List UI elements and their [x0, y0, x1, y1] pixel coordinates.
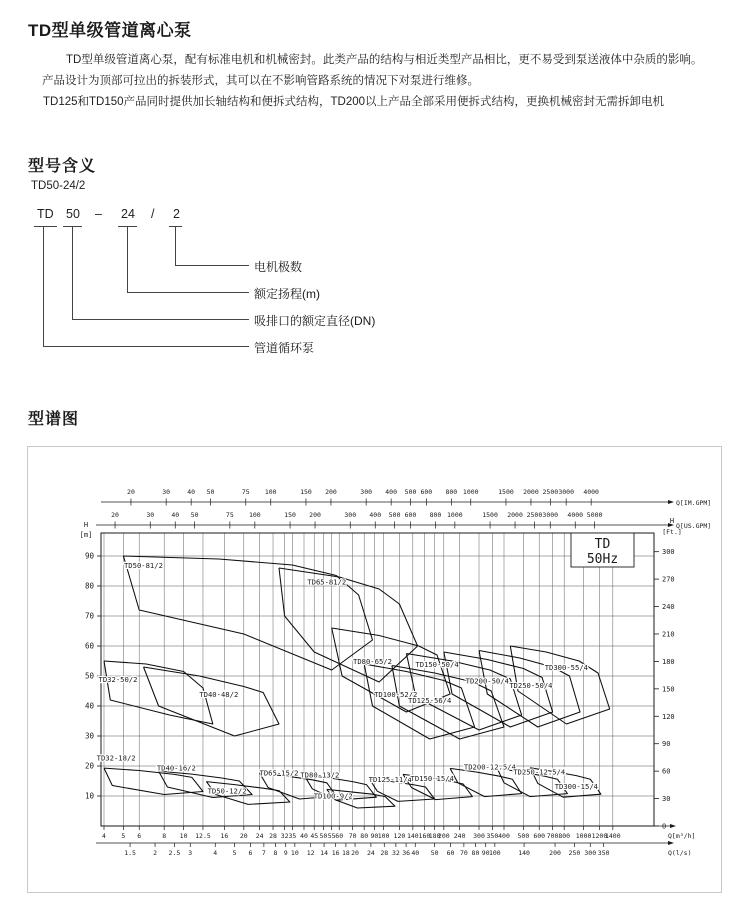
pump-label-TD150-50/4: TD150-50/4 — [415, 660, 459, 669]
connector-line — [72, 226, 73, 319]
grid-horizontal — [98, 556, 654, 796]
axis-title: [Ft.] — [662, 528, 682, 536]
pump-label-TD50-12/2: TD50-12/2 — [207, 786, 247, 796]
axis-tick-label: 160 — [418, 832, 431, 840]
axis-tick-label: 70 — [84, 611, 94, 621]
model-token-slash: / — [151, 207, 155, 221]
axis-tick-label: 32 — [391, 849, 400, 857]
axis-tick-label: 100 — [264, 488, 277, 496]
legend-rated-head: 额定扬程(m) — [254, 287, 320, 301]
axis-tick-label: 90 — [370, 832, 379, 840]
axis-tick-label: 24 — [366, 849, 375, 857]
pump-label-TD80-65/2: TD80-65/2 — [353, 657, 392, 666]
pump-envelope-TD65-81/2 — [279, 568, 418, 682]
axis-title: H — [83, 521, 89, 529]
axis-tick-label: 1200 — [591, 832, 608, 840]
axis-tick-label: 75 — [225, 511, 234, 519]
pump-envelope-TD200-12.5/4 — [450, 768, 521, 796]
axis-tick-label: 1.5 — [124, 849, 136, 857]
axis-usgpm — [96, 511, 711, 530]
axis-tick-label: 70 — [348, 832, 357, 840]
axis-tick-label: 2000 — [507, 511, 523, 519]
axis-tick-label: 40 — [171, 511, 180, 519]
axis-tick-label: 1400 — [604, 832, 621, 840]
axis-tick-label: 300 — [584, 849, 597, 857]
axis-tick-label: 16 — [220, 832, 229, 840]
axis-title: Q[US.GPM] — [676, 522, 712, 530]
axis-tick-label: 16 — [331, 849, 340, 857]
axis-tick-label: 60 — [446, 849, 455, 857]
pump-label-TD32-18/2: TD32-18/2 — [96, 753, 136, 763]
axis-tick-label: 24 — [255, 832, 264, 840]
axis-title: H — [669, 517, 675, 525]
pump-label-TD150-15/4: TD150-15/4 — [410, 774, 454, 783]
axis-tick-label: 90 — [481, 849, 490, 857]
legend-motor-poles: 电机极数 — [254, 260, 303, 274]
axis-tick-label: 2500 — [526, 511, 543, 519]
axis-tick-label: 400 — [498, 832, 510, 840]
connector-line — [127, 226, 128, 292]
axis-tick-label: 20 — [239, 832, 248, 840]
axis-tick-label: 600 — [404, 511, 417, 519]
axis-tick-label: 400 — [369, 511, 382, 519]
axis-tick-label: 40 — [84, 701, 94, 711]
axis-tick-label: 10 — [290, 849, 299, 857]
axis-tick-label: 3 — [188, 849, 193, 857]
axis-tick-label: 45 — [310, 832, 319, 840]
axis-tick-label: 36 — [402, 849, 411, 857]
axis-title: [m] — [79, 531, 93, 539]
model-token-diameter: 50 — [66, 207, 80, 221]
axis-tick-label: 75 — [241, 488, 250, 496]
pump-label-TD250-12.5/4: TD250-12.5/4 — [513, 767, 566, 777]
pump-label-TD300-15/4: TD300-15/4 — [554, 782, 598, 792]
axis-tick-label: 80 — [360, 832, 369, 840]
axis-tick-label: 200 — [437, 832, 450, 840]
axis-title: Q[m³/h] — [668, 832, 696, 840]
axis-tick-label: 200 — [309, 511, 321, 519]
pump-envelope-TD32-50/2 — [104, 661, 213, 724]
axis-tick-label: 140 — [518, 849, 530, 857]
axis-tick-label: 50 — [319, 832, 328, 840]
pump-label-TD200-12.5/4: TD200-12.5/4 — [463, 762, 516, 772]
axis-tick-label: 35 — [288, 832, 297, 840]
axis-tick-label: 8 — [273, 849, 278, 857]
axis-tick-label: 2000 — [523, 488, 539, 496]
model-token-series: TD — [37, 207, 54, 221]
axis-tick-label: 32 — [280, 832, 289, 840]
axis-tick-label: 70 — [459, 849, 468, 857]
axis-tick-label: 150 — [662, 685, 675, 694]
pump-selection-chart — [28, 447, 721, 892]
axis-tick-label: 55 — [327, 832, 336, 840]
page-title: TD型单级管道离心泵 — [28, 21, 192, 40]
axis-tick-label: 40 — [187, 488, 196, 496]
axis-tick-label: 0 — [662, 822, 667, 831]
token-underline — [34, 226, 57, 227]
axis-tick-label: 600 — [420, 488, 433, 496]
pump-label-TD40-48/2: TD40-48/2 — [199, 690, 239, 699]
pump-label-TD200-50/4: TD200-50/4 — [465, 676, 509, 686]
axis-tick-label: 4000 — [567, 511, 584, 519]
axis-tick-label: 50 — [430, 849, 439, 857]
section-heading-spectrum: 型谱图 — [28, 411, 80, 428]
axis-tick-label: 180 — [428, 832, 441, 840]
axis-tick-label: 2500 — [542, 488, 559, 496]
axis-tick-label: 200 — [325, 488, 337, 496]
axis-tick-label: 2.5 — [168, 849, 181, 857]
connector-line — [175, 226, 176, 265]
intro-paragraph: TD型单级管道离心泵，配有标准电机和机械密封。此类产品的结构与相近类型产品相比，更不易受到泵送液体中杂质的影响。 — [66, 54, 703, 66]
axis-tick-label: 20 — [127, 488, 135, 496]
axis-tick-label: 60 — [335, 832, 344, 840]
legend-pipeline-pump: 管道循环泵 — [254, 341, 315, 355]
axis-tick-label: 5 — [121, 832, 126, 840]
axis-tick-label: 1000 — [462, 488, 479, 496]
axis-tick-label: 12 — [306, 849, 315, 857]
model-code-diagram — [30, 203, 530, 373]
pump-label-TD125-11/4: TD125-11/4 — [368, 775, 412, 785]
axis-tick-label: 1500 — [498, 488, 514, 496]
pump-label-TD32-50/2: TD32-50/2 — [98, 675, 138, 684]
pump-label-TD65-15/2: TD65-15/2 — [259, 768, 299, 778]
axis-tick-label: 120 — [393, 832, 406, 840]
pump-label-TD50-81/2: TD50-81/2 — [123, 561, 163, 570]
model-token-poles: 2 — [173, 207, 180, 221]
axis-tick-label: 700 — [546, 832, 559, 840]
axis-tick-label: 300 — [473, 832, 485, 840]
axis-tick-label: 400 — [385, 488, 398, 496]
axis-tick-label: 80 — [84, 581, 94, 591]
pump-labels — [97, 561, 598, 800]
axis-tick-label: 10 — [84, 791, 94, 801]
axis-tick-label: 500 — [404, 488, 417, 496]
pump-envelope-TD40-48/2 — [144, 667, 280, 736]
axis-tick-label: 100 — [488, 849, 501, 857]
pump-label-TD100-52/2: TD100-52/2 — [374, 690, 418, 699]
model-token-head: 24 — [121, 207, 135, 221]
axis-tick-label: 28 — [269, 832, 277, 840]
axis-tick-label: 18 — [341, 849, 350, 857]
intro-paragraph: TD125和TD150产品同时提供加长轴结构和便拆式结构，TD200以上产品全部采用便拆式结构，更换机械密封无需拆卸电机 — [43, 96, 665, 108]
axis-tick-label: 30 — [146, 511, 155, 519]
axis-tick-label: 240 — [453, 832, 466, 840]
axis-tick-label: 10 — [179, 832, 188, 840]
pump-envelope-TD50-81/2 — [123, 556, 372, 670]
model-example: TD50-24/2 — [31, 180, 86, 192]
axis-tick-label: 3000 — [542, 511, 559, 519]
pump-label-TD125-56/4: TD125-56/4 — [408, 696, 452, 705]
axis-tick-label: 5 — [232, 849, 237, 857]
connector-line — [175, 265, 249, 266]
connector-line — [127, 292, 249, 293]
spectrum-chart-frame — [27, 446, 722, 893]
grid-vertical — [104, 533, 613, 826]
axis-tick-label: 90 — [84, 551, 94, 561]
connector-line — [43, 226, 44, 346]
axis-title: Q[IM.GPM] — [676, 499, 712, 507]
axis-tick-label: 8 — [162, 832, 167, 840]
axis-tick-label: 1500 — [482, 511, 498, 519]
axis-tick-label: 180 — [662, 657, 675, 666]
axis-tick-label: 300 — [360, 488, 373, 496]
axis-tick-label: 50 — [206, 488, 215, 496]
legend-port-diameter: 吸排口的额定直径(DN) — [254, 314, 376, 328]
axis-title: Q(l/s) — [668, 849, 692, 857]
axis-tick-label: 1000 — [575, 832, 592, 840]
axis-tick-label: 20 — [351, 849, 359, 857]
axis-tick-label: 30 — [84, 731, 94, 741]
connector-line — [43, 346, 249, 347]
axis-tick-label: 350 — [597, 849, 610, 857]
axis-h-ft — [654, 517, 682, 831]
axis-tick-label: 80 — [471, 849, 480, 857]
axis-tick-label: 100 — [248, 511, 261, 519]
axis-tick-label: 800 — [445, 488, 458, 496]
axis-tick-label: 4000 — [583, 488, 599, 496]
axis-tick-label: 4 — [102, 832, 106, 840]
axis-tick-label: 100 — [377, 832, 390, 840]
axis-tick-label: 2 — [153, 849, 158, 857]
axis-tick-label: 9 — [283, 849, 288, 857]
axis-tick-label: 12.5 — [195, 832, 211, 840]
pump-label-TD65-81/2: TD65-81/2 — [307, 577, 347, 587]
axis-tick-label: 40 — [411, 849, 420, 857]
axis-tick-label: 500 — [388, 511, 401, 519]
axis-tick-label: 4 — [213, 849, 218, 857]
axis-tick-label: 3000 — [558, 488, 574, 496]
axis-tick-label: 240 — [662, 603, 675, 612]
axis-tick-label: 600 — [533, 832, 546, 840]
axis-tick-label: 500 — [517, 832, 530, 840]
pump-label-TD250-50/4: TD250-50/4 — [509, 681, 553, 690]
axis-tick-label: 30 — [162, 488, 171, 496]
chart-title: 50Hz — [586, 552, 619, 567]
axis-tick-label: 270 — [662, 575, 675, 584]
axis-tick-label: 60 — [84, 641, 94, 651]
axis-tick-label: 7 — [261, 849, 266, 857]
axis-tick-label: 150 — [284, 511, 296, 519]
pump-label-TD80-13/2: TD80-13/2 — [300, 770, 340, 780]
axis-tick-label: 300 — [344, 511, 357, 519]
axis-tick-label: 300 — [662, 548, 675, 557]
model-token-dash: – — [95, 207, 102, 221]
pump-label-TD40-16/2: TD40-16/2 — [156, 763, 196, 773]
axis-tick-label: 60 — [662, 767, 671, 776]
connector-line — [72, 319, 249, 320]
axis-tick-label: 210 — [662, 630, 675, 639]
axis-tick-label: 20 — [84, 761, 94, 771]
axis-tick-label: 40 — [300, 832, 308, 840]
intro-paragraph: 产品设计为顶部可拉出的拆装形式，其可以在不影响管路系统的情况下对泵进行维修。 — [42, 75, 479, 87]
axis-tick-label: 20 — [111, 511, 119, 519]
pump-label-TD100-9/2: TD100-9/2 — [313, 791, 353, 801]
chart-title: TD — [594, 537, 611, 552]
axis-imgpm — [101, 488, 711, 507]
axis-tick-label: 800 — [429, 511, 442, 519]
axis-tick-label: 120 — [662, 712, 675, 721]
axis-tick-label: 6 — [248, 849, 253, 857]
axis-tick-label: 28 — [380, 849, 389, 857]
section-heading-model-meaning: 型号含义 — [28, 158, 97, 175]
axis-tick-label: 350 — [486, 832, 499, 840]
pump-label-TD300-55/4: TD300-55/4 — [544, 663, 588, 672]
axis-tick-label: 150 — [300, 488, 312, 496]
axis-tick-label: 250 — [568, 849, 581, 857]
axis-tick-label: 6 — [137, 832, 142, 840]
axis-tick-label: 1000 — [447, 511, 463, 519]
axis-tick-label: 90 — [662, 740, 671, 749]
axis-ls — [96, 841, 691, 857]
axis-tick-label: 14 — [320, 849, 328, 857]
axis-tick-label: 140 — [406, 832, 419, 840]
axis-tick-label: 50 — [84, 671, 94, 681]
axis-tick-label: 30 — [662, 795, 671, 804]
axis-tick-label: 200 — [549, 849, 561, 857]
axis-tick-label: 5000 — [586, 511, 603, 519]
chart-title-box — [571, 533, 634, 567]
axis-tick-label: 800 — [558, 832, 571, 840]
axis-tick-label: 50 — [190, 511, 199, 519]
